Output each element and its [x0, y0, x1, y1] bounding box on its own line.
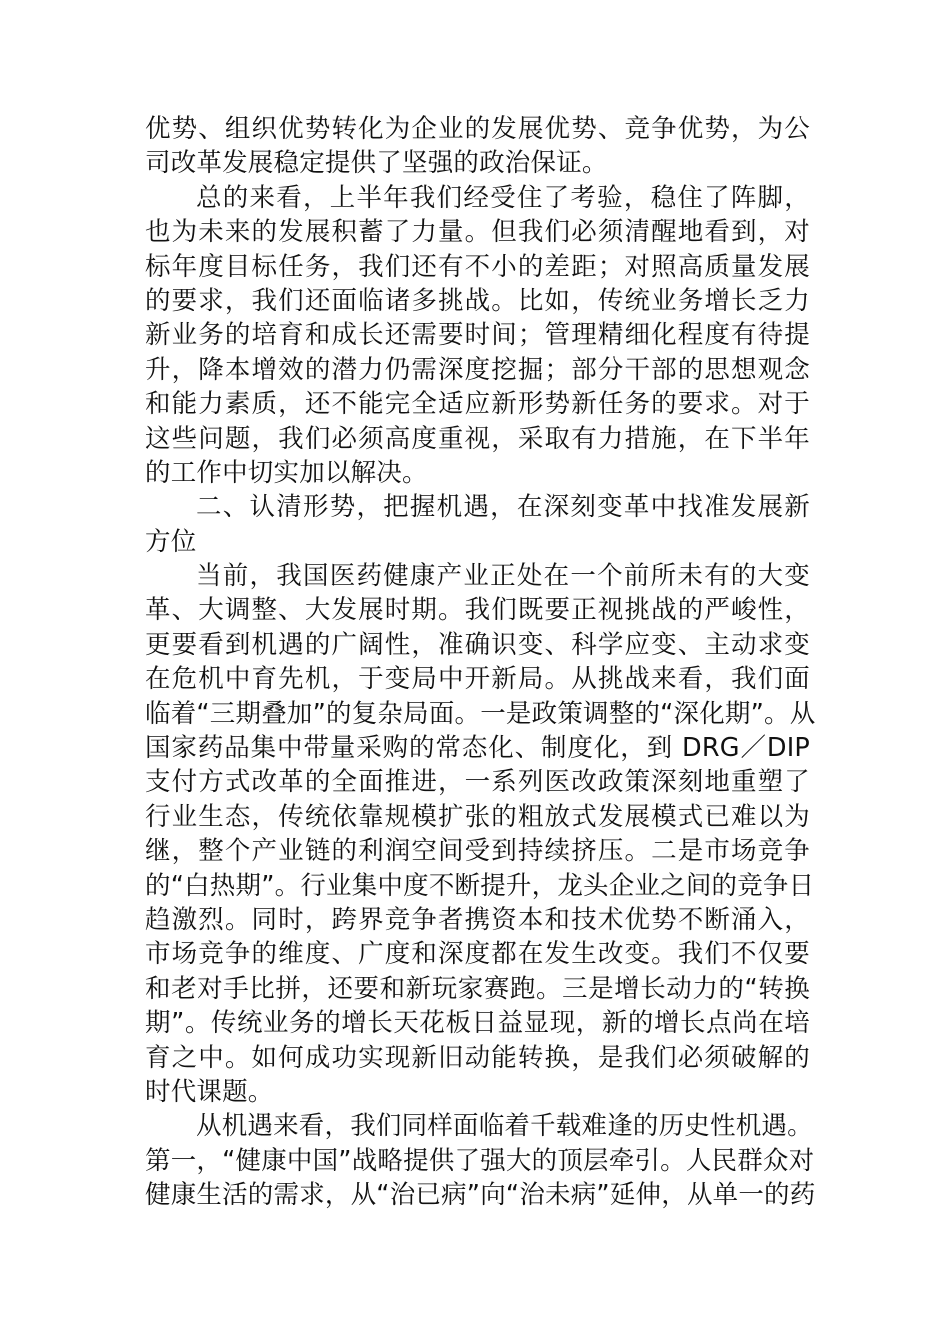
text-line: 和能力素质，还不能完全适应新形势新任务的要求。对于	[145, 389, 810, 420]
text-line: 新业务的培育和成长还需要时间；管理精细化程度有待提	[145, 320, 810, 351]
document-body	[145, 112, 816, 1213]
text-line: 优势、组织优势转化为企业的发展优势、竞争优势，为公	[145, 114, 810, 144]
text-line: 总的来看，上半年我们经受住了考验，稳住了阵脚，	[196, 182, 810, 213]
text-line: 当前，我国医药健康产业正处在一个前所未有的大变	[196, 561, 810, 592]
text-line: 支付方式改革的全面推进，一系列医改政策深刻地重塑了	[145, 767, 810, 798]
text-line: 继，整个产业链的利润空间受到持续挤压。二是市场竞争	[145, 836, 810, 867]
text-line: 这些问题，我们必须高度重视，采取有力措施，在下半年	[145, 423, 810, 454]
text-line: 市场竞争的维度、广度和深度都在发生改变。我们不仅要	[145, 939, 810, 970]
text-line: 在危机中育先机，于变局中开新局。从挑战来看，我们面	[145, 664, 810, 695]
text-line: 的“白热期”。行业集中度不断提升，龙头企业之间的竞争日	[145, 870, 815, 901]
text-line: 从机遇来看，我们同样面临着千载难逢的历史性机遇。	[196, 1111, 813, 1142]
text-line: 标年度目标任务，我们还有不小的差距；对照高质量发展	[145, 251, 810, 282]
text-line: 和老对手比拼，还要和新玩家赛跑。三是增长动力的“转换	[145, 973, 810, 1004]
text-line: 的要求，我们还面临诸多挑战。比如，传统业务增长乏力	[145, 285, 810, 316]
text-line: 国家药品集中带量采购的常态化、制度化，到 DRG／DIP	[145, 733, 810, 764]
text-line: 行业生态，传统依靠规模扩张的粗放式发展模式已难以为	[145, 801, 810, 832]
text-line: 升，降本增效的潜力仍需深度挖掘；部分干部的思想观念	[145, 354, 810, 385]
text-line: 第一，“健康中国”战略提供了强大的顶层牵引。人民群众对	[145, 1145, 815, 1176]
text-line: 育之中。如何成功实现新旧动能转换，是我们必须破解的	[145, 1042, 810, 1073]
text-line: 趋激烈。同时，跨界竞争者携资本和技术优势不断涌入，	[145, 904, 810, 935]
text-line: 也为未来的发展积蓄了力量。但我们必须清醒地看到，对	[145, 217, 810, 248]
text-line: 司改革发展稳定提供了坚强的政治保证。	[145, 148, 608, 179]
text-line: 临着“三期叠加”的复杂局面。一是政策调整的“深化期”。从	[145, 698, 816, 729]
text-line: 健康生活的需求，从“治已病”向“治未病”延伸，从单一的药	[145, 1180, 816, 1211]
text-line: 更要看到机遇的广阔性，准确识变、科学应变、主动求变	[145, 629, 810, 660]
text-line: 二、认清形势，把握机遇，在深刻变革中找准发展新	[196, 492, 810, 523]
text-line: 时代课题。	[145, 1076, 274, 1107]
text-line: 的工作中切实加以解决。	[145, 457, 428, 488]
text-line: 方位	[145, 526, 197, 557]
text-line: 期”。传统业务的增长天花板日益显现，新的增长点尚在培	[145, 1008, 810, 1039]
text-line: 革、大调整、大发展时期。我们既要正视挑战的严峻性，	[145, 595, 810, 626]
